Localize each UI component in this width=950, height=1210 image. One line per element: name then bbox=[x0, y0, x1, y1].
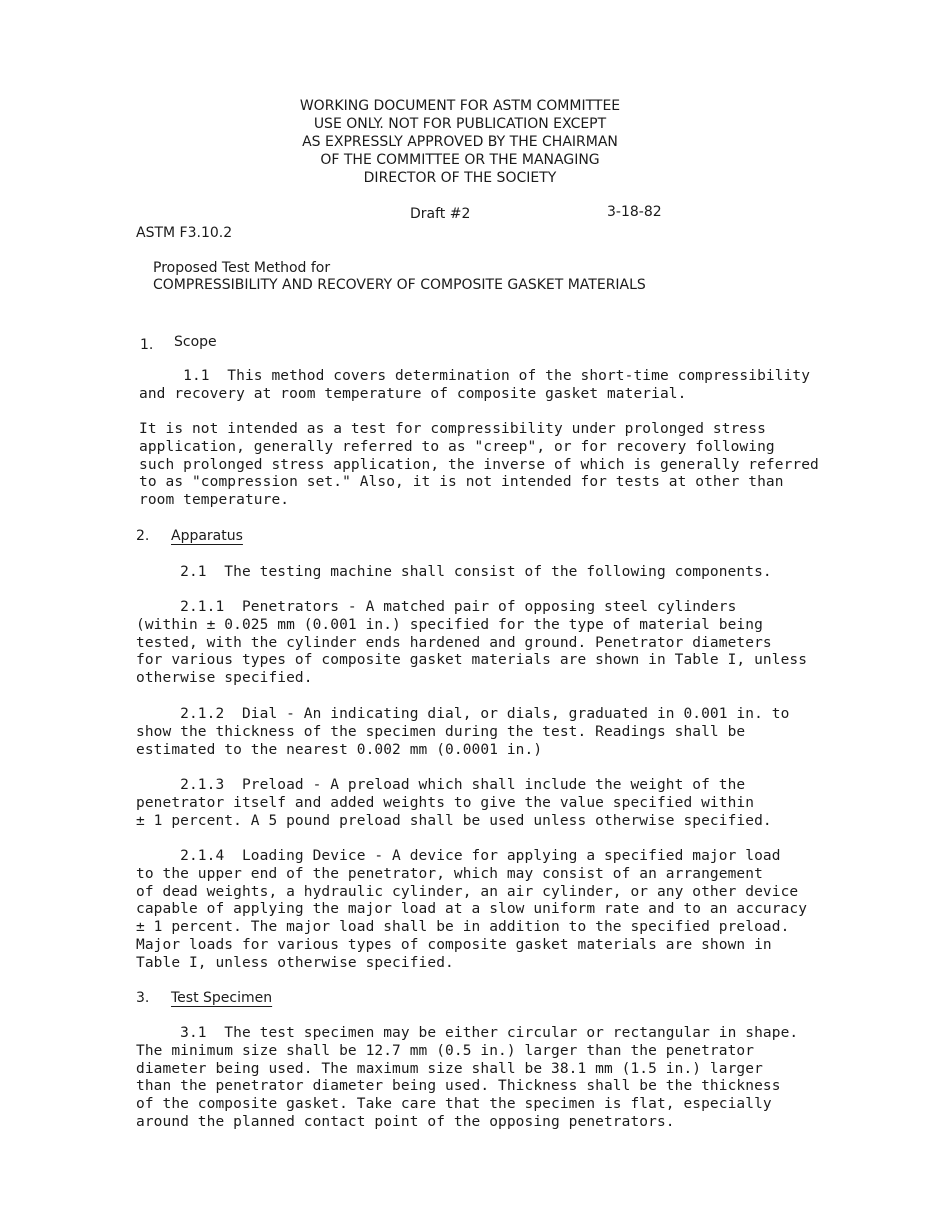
text-line: such prolonged stress application, the inverse of which is generally referred bbox=[139, 456, 819, 473]
notice-line: DIRECTOR OF THE SOCIETY bbox=[363, 170, 557, 186]
text-line: ± 1 percent. A 5 pound preload shall be used unless otherwise specified. bbox=[136, 812, 772, 829]
text-line: Major loads for various types of composite gasket materials are shown in bbox=[136, 936, 772, 953]
draft-date: 3-18-82 bbox=[607, 204, 662, 220]
text-line: 2.1.3 Preload - A preload which shall include the weight of the bbox=[136, 777, 746, 793]
text-line: diameter being used. The maximum size shall be 38.1 mm (1.5 in.) larger bbox=[136, 1060, 763, 1077]
text-line: and recovery at room temperature of composite gasket material. bbox=[139, 385, 687, 402]
section-heading: Test Specimen bbox=[171, 990, 273, 1006]
section-number: 3. bbox=[136, 990, 150, 1006]
text-line: 1.1 This method covers determination of the short-time compressibility bbox=[139, 368, 811, 384]
section-number: 1. bbox=[140, 337, 154, 353]
text-line: ± 1 percent. The major load shall be in addition to the specified preload. bbox=[136, 919, 790, 936]
title-line-2: COMPRESSIBILITY AND RECOVERY OF COMPOSITE GASKET MATERIALS bbox=[153, 277, 646, 293]
text-line: around the planned contact point of the opposing penetrators. bbox=[136, 1113, 675, 1130]
notice-line: USE ONLY. NOT FOR PUBLICATION EXCEPT bbox=[313, 116, 607, 132]
text-line: to as "compression set." Also, it is not intended for tests at other than bbox=[139, 474, 784, 491]
text-line: of the composite gasket. Take care that the specimen is flat, especially bbox=[136, 1096, 772, 1113]
text-line: Table I, unless otherwise specified. bbox=[136, 954, 454, 971]
text-line: for various types of composite gasket materials are shown in Table I, unless bbox=[136, 652, 808, 669]
text-line: penetrator itself and added weights to give the value specified within bbox=[136, 794, 755, 811]
paragraph-1-2 bbox=[139, 421, 839, 510]
draft-label: Draft #2 bbox=[410, 206, 471, 222]
section-heading: Scope bbox=[174, 334, 217, 350]
text-line: estimated to the nearest 0.002 mm (0.0001 in.) bbox=[136, 741, 543, 758]
notice-line: AS EXPRESSLY APPROVED BY THE CHAIRMAN bbox=[302, 134, 618, 150]
text-line: otherwise specified. bbox=[136, 670, 313, 687]
paragraph-2-1-1 bbox=[136, 599, 836, 688]
paragraph-2-1 bbox=[136, 564, 836, 582]
text-line: The minimum size shall be 12.7 mm (0.5 in.) larger than the penetrator bbox=[136, 1042, 755, 1059]
designation: ASTM F3.10.2 bbox=[136, 225, 233, 241]
paragraph-2-1-2 bbox=[136, 706, 836, 759]
text-line: 2.1.2 Dial - An indicating dial, or dials, graduated in 0.001 in. to bbox=[136, 706, 790, 722]
notice-line: WORKING DOCUMENT FOR ASTM COMMITTEE bbox=[299, 98, 621, 114]
text-line: It is not intended as a test for compressibility under prolonged stress bbox=[139, 421, 766, 437]
text-line: 3.1 The test specimen may be either circular or rectangular in shape. bbox=[136, 1025, 799, 1041]
text-line: room temperature. bbox=[139, 492, 290, 509]
text-line: (within ± 0.025 mm (0.001 in.) specified for the type of material being bbox=[136, 616, 763, 633]
text-line: to the upper end of the penetrator, which may consist of an arrangement bbox=[136, 865, 763, 882]
text-line: 2.1.4 Loading Device - A device for applying a specified major load bbox=[136, 848, 781, 864]
paragraph-2-1-3 bbox=[136, 777, 836, 830]
text-line: application, generally referred to as "creep", or for recovery following bbox=[139, 438, 775, 455]
text-line: of dead weights, a hydraulic cylinder, an air cylinder, or any other device bbox=[136, 883, 799, 900]
text-line: 2.1.1 Penetrators - A matched pair of opposing steel cylinders bbox=[136, 599, 737, 615]
text-line: show the thickness of the specimen during the test. Readings shall be bbox=[136, 723, 746, 740]
text-line: tested, with the cylinder ends hardened and ground. Penetrator diameters bbox=[136, 634, 772, 651]
text-line: 2.1 The testing machine shall consist of the following components. bbox=[136, 564, 772, 580]
paragraph-2-1-4 bbox=[136, 848, 836, 973]
section-number: 2. bbox=[136, 528, 150, 544]
text-line: than the penetrator diameter being used. Thickness shall be the thickness bbox=[136, 1078, 781, 1095]
text-line: capable of applying the major load at a slow uniform rate and to an accuracy bbox=[136, 901, 808, 918]
title-line-1: Proposed Test Method for bbox=[153, 260, 331, 276]
paragraph-3-1 bbox=[136, 1025, 836, 1132]
section-heading: Apparatus bbox=[171, 528, 243, 544]
paragraph-1-1 bbox=[139, 368, 839, 404]
notice-line: OF THE COMMITTEE OR THE MANAGING bbox=[320, 152, 600, 168]
committee-notice bbox=[280, 97, 640, 187]
